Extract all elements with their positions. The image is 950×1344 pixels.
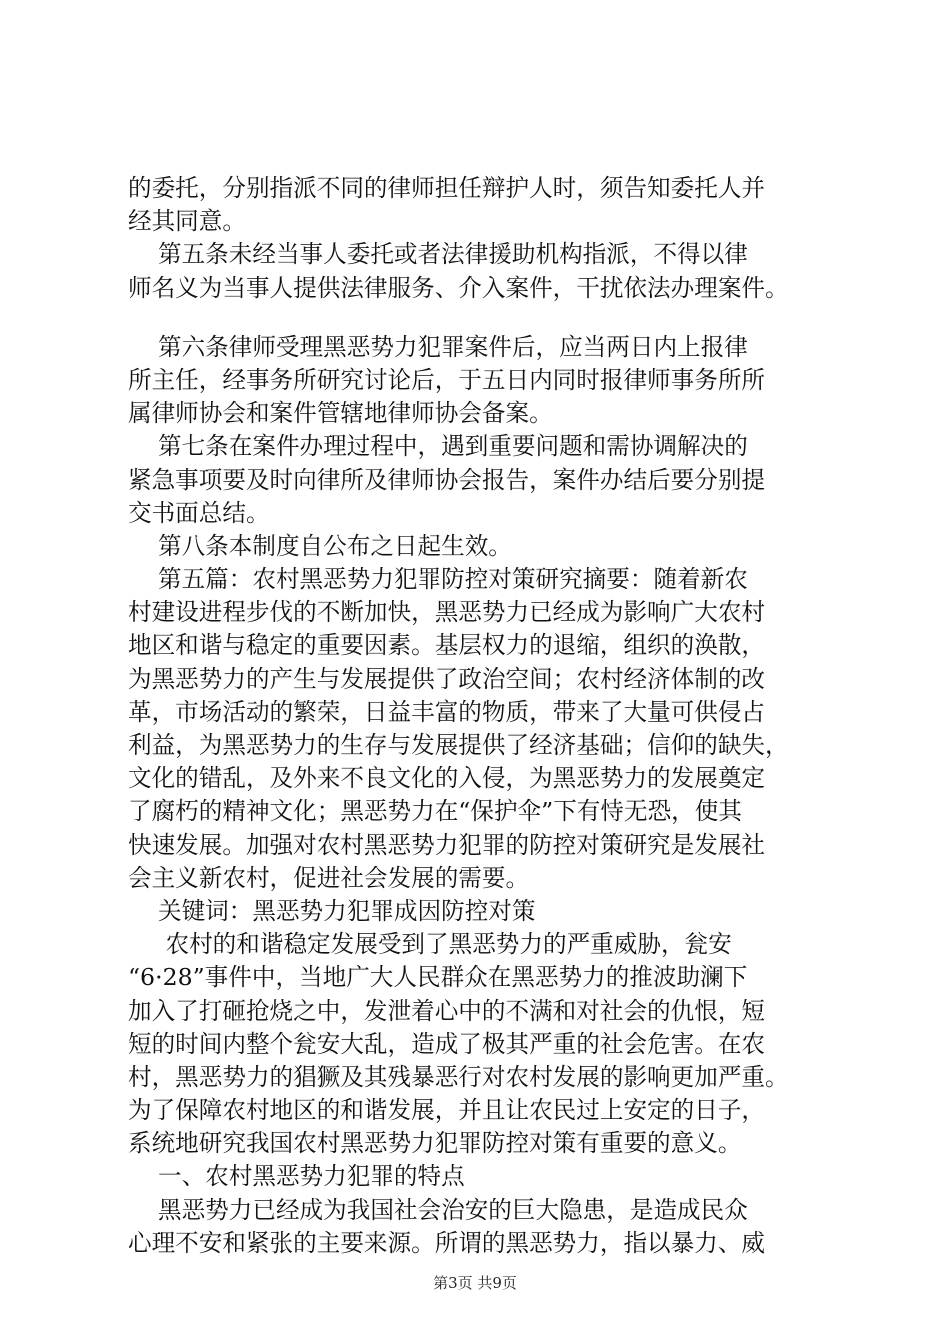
text-line: 系统地研究我国农村黑恶势力犯罪防控对策有重要的意义。 <box>128 1129 742 1158</box>
text-line: 第五条未经当事人委托或者法律援助机构指派，不得以律 <box>128 240 748 269</box>
text-line: 快速发展。加强对农村黑恶势力犯罪的防控对策研究是发展社 <box>128 830 766 859</box>
text-line: 第六条律师受理黑恶势力犯罪案件后，应当两日内上报律 <box>128 332 748 361</box>
text-line: 为黑恶势力的产生与发展提供了政治空间；农村经济体制的改 <box>128 664 766 693</box>
text-line: 关键词：黑恶势力犯罪成因防控对策 <box>128 896 536 925</box>
text-line: 经其同意。 <box>128 207 246 236</box>
text-line: 交书面总结。 <box>128 498 270 527</box>
text-line: 所主任，经事务所研究讨论后，于五日内同时报律师事务所所 <box>128 365 766 394</box>
text-line: 师名义为当事人提供法律服务、介入案件，干扰依法办理案件。 <box>128 273 789 302</box>
text-line: 利益，为黑恶势力的生存与发展提供了经济基础；信仰的缺失， <box>128 731 789 759</box>
text-line: 黑恶势力已经成为我国社会治安的巨大隐患，是造成民众 <box>128 1195 748 1224</box>
text-line: 第八条本制度自公布之日起生效。 <box>128 531 512 560</box>
text-line: 加入了打砸抢烧之中，发泄着心中的不满和对社会的仇恨，短 <box>128 996 766 1025</box>
text-line: 的委托，分别指派不同的律师担任辩护人时，须告知委托人并 <box>128 174 766 202</box>
text-line: 短的时间内整个瓮安大乱，造成了极其严重的社会危害。在农 <box>128 1029 766 1058</box>
text-line: 心理不安和紧张的主要来源。所谓的黑恶势力，指以暴力、威 <box>128 1228 766 1257</box>
page-number-footer: 第3页 共9页 <box>433 1274 517 1292</box>
text-line: 革，市场活动的繁荣，日益丰富的物质，带来了大量可供侵占 <box>128 697 766 726</box>
text-line: 属律师协会和案件管辖地律师协会备案。 <box>128 399 553 428</box>
text-line: 村建设进程步伐的不断加快，黑恶势力已经成为影响广大农村 <box>128 598 766 627</box>
text-line: 第七条在案件办理过程中，遇到重要问题和需协调解决的 <box>128 432 748 461</box>
text-line: “6·28”事件中，当地广大人民群众在黑恶势力的推波助澜下 <box>128 963 748 992</box>
text-line: 村，黑恶势力的猖獗及其残暴恶行对农村发展的影响更加严重。 <box>128 1062 789 1091</box>
text-line: 紧急事项要及时向律所及律师协会报告，案件办结后要分别提 <box>128 465 766 494</box>
text-line: 了腐朽的精神文化；黑恶势力在“保护伞”下有恃无恐，使其 <box>128 797 742 826</box>
text-line: 地区和谐与稳定的重要因素。基层权力的退缩，组织的涣散， <box>128 631 766 660</box>
text-line: 农村的和谐稳定发展受到了黑恶势力的严重威胁，瓮安 <box>128 930 732 959</box>
text-line: 文化的错乱，及外来不良文化的入侵，为黑恶势力的发展奠定 <box>128 764 766 793</box>
text-line: 第五篇：农村黑恶势力犯罪防控对策研究摘要：随着新农 <box>128 565 748 594</box>
paragraph-gap <box>128 305 840 331</box>
document-body <box>128 172 840 1260</box>
text-line: 为了保障农村地区的和谐发展，并且让农民过上安定的日子， <box>128 1096 766 1125</box>
text-line: 一、农村黑恶势力犯罪的特点 <box>128 1162 465 1191</box>
text-line: 会主义新农村，促进社会发展的需要。 <box>128 863 530 892</box>
